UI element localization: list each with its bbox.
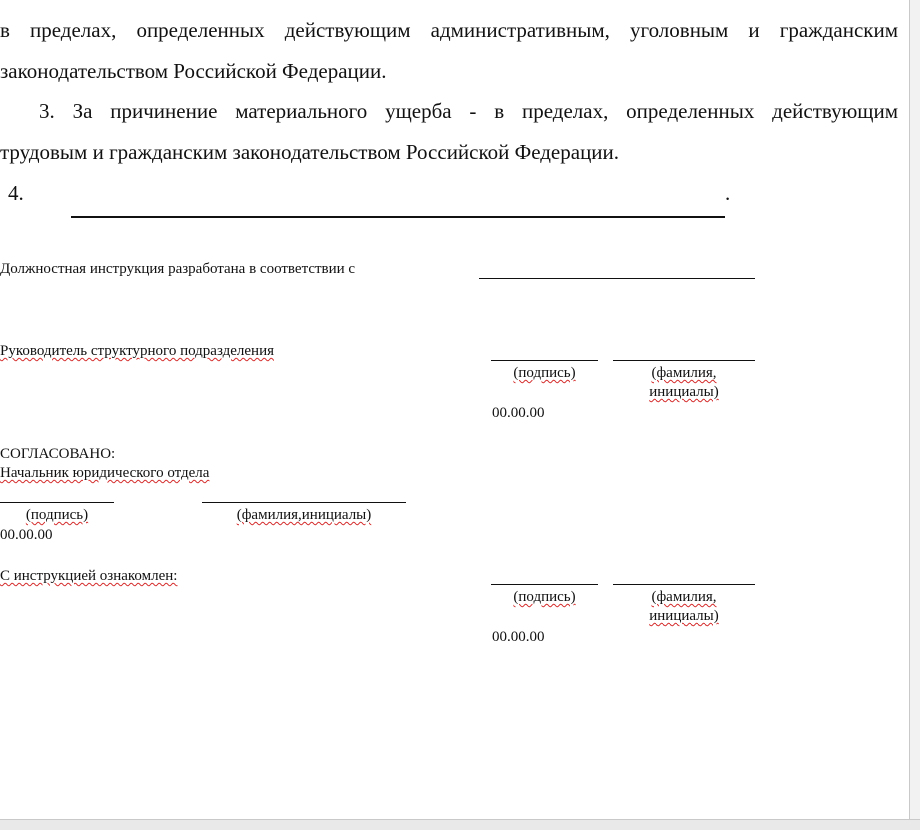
page-edge	[909, 0, 920, 820]
acquainted-name-caption: (фамилия, инициалы)	[649, 589, 719, 624]
paragraph-line-1: в пределах, определенных действующим административным, уголовным и гражданским	[0, 18, 898, 42]
acquainted-date: 00.00.00	[492, 629, 545, 645]
legal-name-line[interactable]	[202, 502, 406, 503]
acquainted-signature-line[interactable]	[491, 584, 598, 585]
legal-signature-caption: (подпись)	[25, 507, 89, 523]
developed-label: Должностная инструкция разработана в соответствии с	[0, 261, 356, 277]
item-4-period: .	[725, 181, 731, 205]
acquainted-name-line[interactable]	[613, 584, 755, 585]
acquainted-label: С инструкцией ознакомлен:	[0, 568, 178, 584]
acquainted-signature-caption: (подпись)	[513, 589, 576, 605]
paragraph-line-2: законодательством Российской Федерации.	[0, 59, 387, 83]
item-3-line-1: 3. За причинение материального ущерба - в пределах, определенных действующим	[39, 99, 898, 123]
item-4-fill-line[interactable]	[71, 216, 725, 218]
agreed-heading: СОГЛАСОВАНО:	[0, 446, 116, 462]
head-title: Руководитель структурного подразделения	[0, 343, 274, 359]
head-name-caption: (фамилия, инициалы)	[649, 365, 719, 400]
legal-title: Начальник юридического отдела	[0, 465, 210, 481]
item-4-number: 4.	[8, 181, 24, 205]
legal-signature-line[interactable]	[0, 502, 114, 503]
head-date: 00.00.00	[492, 405, 545, 421]
legal-name-caption: (фамилия,инициалы)	[236, 507, 372, 523]
head-signature-caption: (подпись)	[513, 365, 576, 381]
head-signature-line[interactable]	[491, 360, 598, 361]
item-3-line-2: трудовым и гражданским законодательством Российской Федерации.	[0, 140, 620, 164]
head-name-line[interactable]	[613, 360, 755, 361]
bottom-strip	[0, 819, 920, 830]
legal-date: 00.00.00	[0, 527, 53, 543]
developed-fill-line[interactable]	[479, 278, 755, 279]
